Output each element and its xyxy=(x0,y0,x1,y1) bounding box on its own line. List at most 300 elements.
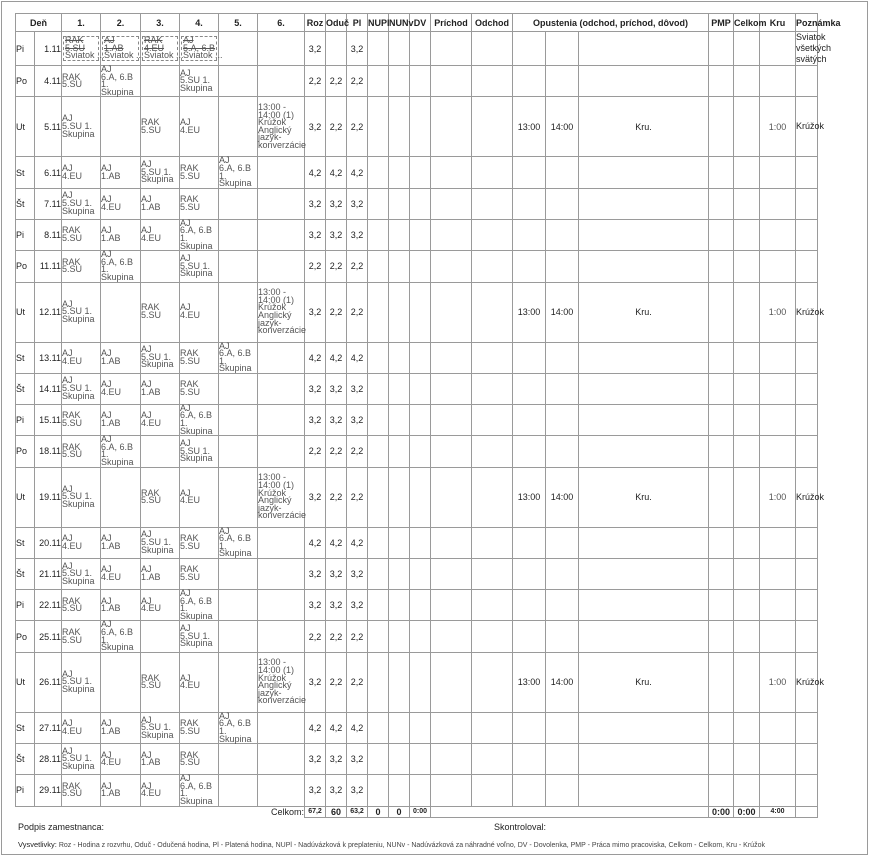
oduc-value: 3,2 xyxy=(326,373,347,404)
oduc-value: 2,2 xyxy=(326,66,347,97)
lesson-line: konverzácie xyxy=(258,325,307,336)
lesson-cell xyxy=(141,97,180,157)
celkom-value xyxy=(734,66,760,97)
lesson-cell xyxy=(219,621,258,652)
lesson-line: RAK xyxy=(141,672,160,683)
nupl-value xyxy=(368,621,389,652)
lesson-cell xyxy=(258,621,305,652)
lesson-line: AJ xyxy=(62,348,73,359)
odchod-value xyxy=(472,373,513,404)
pmp-value xyxy=(709,590,734,621)
lesson-line: 6.A, 6.B 1. xyxy=(101,256,134,275)
pmp-value xyxy=(709,652,734,712)
leave-reason: Kru. xyxy=(579,467,709,527)
pmp-value xyxy=(709,621,734,652)
day-name: Ut xyxy=(16,97,35,157)
lesson-line: 13:00 - xyxy=(258,102,287,113)
lesson-line: Skupina xyxy=(141,174,174,185)
odchod-value xyxy=(472,32,513,66)
lesson-line: 1.AB xyxy=(104,42,124,53)
lesson-cell xyxy=(101,188,141,219)
roz-value: 2,2 xyxy=(305,66,326,97)
lesson-cell xyxy=(219,744,258,775)
day-date: 11.11 xyxy=(35,251,62,282)
odchod-value xyxy=(472,775,513,806)
prichod-value xyxy=(431,251,472,282)
lesson-cell xyxy=(141,373,180,404)
lesson-line: 4.EU xyxy=(62,725,83,736)
leave-reason xyxy=(579,66,709,97)
lesson-line: RAK xyxy=(180,718,199,729)
day-name: Pi xyxy=(16,404,35,435)
leave-back xyxy=(546,590,579,621)
nunv-value xyxy=(389,744,410,775)
lesson-cell xyxy=(141,621,180,652)
leave-out xyxy=(513,404,546,435)
celkom-value xyxy=(734,652,760,712)
pmp-value xyxy=(709,97,734,157)
day-date: 21.11 xyxy=(35,559,62,590)
kru-value xyxy=(760,219,796,250)
total-dv: 0:00 xyxy=(410,806,431,817)
lesson-line: Skupina xyxy=(62,498,95,509)
lesson-cell xyxy=(62,282,101,342)
kru-value xyxy=(760,712,796,743)
oduc-value: 3,2 xyxy=(326,590,347,621)
leave-out xyxy=(513,157,546,188)
roz-value: 4,2 xyxy=(305,157,326,188)
leave-reason xyxy=(579,527,709,558)
lesson-line: 4.EU xyxy=(62,355,83,366)
nunv-value xyxy=(389,775,410,806)
lesson-cell xyxy=(141,590,180,621)
lesson-cell xyxy=(180,775,219,806)
nupl-value xyxy=(368,251,389,282)
col-odchod: Odchod xyxy=(472,14,513,32)
oduc-value: 2,2 xyxy=(326,621,347,652)
lesson-line: RAK xyxy=(180,564,199,575)
attendance-table xyxy=(15,13,870,818)
nupl-value xyxy=(368,652,389,712)
dv-value xyxy=(410,251,431,282)
lesson-line: jazyk- xyxy=(258,317,282,328)
table-row xyxy=(16,712,870,743)
nunv-value xyxy=(389,342,410,373)
lesson-line: AJ xyxy=(141,595,152,606)
leave-back xyxy=(546,66,579,97)
celkom-value xyxy=(734,282,760,342)
odchod-value xyxy=(472,251,513,282)
lesson-line: Skupina xyxy=(141,729,174,740)
prichod-value xyxy=(431,373,472,404)
lesson-cell xyxy=(180,436,219,467)
kru-value xyxy=(760,157,796,188)
day-name: St xyxy=(16,342,35,373)
note-value xyxy=(796,251,818,282)
celkom-value xyxy=(734,590,760,621)
lesson-cell xyxy=(101,282,141,342)
note-value xyxy=(796,342,818,373)
leave-reason xyxy=(579,251,709,282)
lesson-cell xyxy=(219,436,258,467)
lesson-cell xyxy=(141,744,180,775)
col-lesson-4: 4. xyxy=(180,14,219,32)
lesson-cell xyxy=(141,219,180,250)
lesson-cell xyxy=(180,404,219,435)
nunv-value xyxy=(389,188,410,219)
lesson-cell xyxy=(258,188,305,219)
lesson-cell xyxy=(101,744,141,775)
pl-value: 4,2 xyxy=(347,527,368,558)
col-lesson-6: 6. xyxy=(258,14,305,32)
dv-value xyxy=(410,219,431,250)
lesson-line: 4.EU xyxy=(180,680,201,691)
lesson-line: Skupina xyxy=(180,610,213,621)
dv-value xyxy=(410,744,431,775)
lesson-line: RAK xyxy=(62,256,81,267)
holiday-lesson xyxy=(142,35,184,61)
lesson-line: Skupina xyxy=(141,359,174,370)
prichod-value xyxy=(431,404,472,435)
lesson-line: 5.SU xyxy=(141,680,162,691)
lesson-line: AJ xyxy=(104,35,115,46)
celkom-value xyxy=(734,404,760,435)
leave-reason xyxy=(579,404,709,435)
day-name: Pi xyxy=(16,219,35,250)
lesson-line: AJ xyxy=(180,773,191,784)
lesson-cell xyxy=(62,373,101,404)
pl-value: 2,2 xyxy=(347,652,368,712)
pmp-value xyxy=(709,527,734,558)
leave-out xyxy=(513,621,546,652)
prichod-value xyxy=(431,621,472,652)
kru-value xyxy=(760,436,796,467)
lesson-line: RAK xyxy=(180,194,199,205)
lesson-cell xyxy=(219,527,258,558)
lesson-line: AJ xyxy=(101,595,112,606)
odchod-value xyxy=(472,712,513,743)
nupl-value xyxy=(368,527,389,558)
oduc-value: 4,2 xyxy=(326,527,347,558)
lesson-line: AJ xyxy=(141,194,152,205)
lesson-cell xyxy=(180,559,219,590)
lesson-line: AJ xyxy=(62,483,73,494)
day-name: Ut xyxy=(16,467,35,527)
lesson-cell xyxy=(141,157,180,188)
celkom-value xyxy=(734,744,760,775)
kru-value xyxy=(760,590,796,621)
leave-reason xyxy=(579,188,709,219)
lesson-line: RAK xyxy=(141,302,160,313)
day-date: 1.11 xyxy=(35,32,62,66)
lesson-cell xyxy=(101,559,141,590)
lesson-line: AJ xyxy=(62,190,73,201)
lesson-line: Krúžok xyxy=(258,117,287,128)
roz-value: 3,2 xyxy=(305,373,326,404)
dv-value xyxy=(410,66,431,97)
note-value: Sviatok všetkých svätých xyxy=(796,32,832,64)
dv-value xyxy=(410,527,431,558)
col-lesson-3: 3. xyxy=(141,14,180,32)
lesson-line: AJ xyxy=(101,619,112,630)
lesson-cell xyxy=(219,404,258,435)
kru-value xyxy=(760,744,796,775)
note-value xyxy=(796,404,818,435)
lesson-cell xyxy=(219,66,258,97)
lesson-cell xyxy=(62,97,101,157)
day-name: Pi xyxy=(16,775,35,806)
total-pmp: 0:00 xyxy=(709,806,734,817)
lesson-line: 5.SU xyxy=(141,310,162,320)
lesson-line: 4.EU xyxy=(180,310,201,320)
celkom-value xyxy=(734,467,760,527)
lesson-cell xyxy=(258,342,305,373)
leave-reason xyxy=(579,373,709,404)
lesson-line: AJ xyxy=(141,410,152,421)
leave-out xyxy=(513,188,546,219)
lesson-line: Skupina xyxy=(180,82,213,93)
odchod-value xyxy=(472,157,513,188)
lesson-cell xyxy=(141,32,184,66)
lesson-cell xyxy=(62,188,101,219)
pmp-value xyxy=(709,251,734,282)
legend-title: Vysvetlivky: xyxy=(18,840,57,849)
lesson-cell xyxy=(258,775,305,806)
odchod-value xyxy=(472,188,513,219)
day-name: Po xyxy=(16,436,35,467)
lesson-line: 5.SU xyxy=(62,264,83,275)
leave-out xyxy=(513,590,546,621)
header-row xyxy=(16,14,870,32)
roz-value: 3,2 xyxy=(305,97,326,157)
pl-value: 3,2 xyxy=(347,775,368,806)
dv-value xyxy=(410,436,431,467)
leave-reason: Kru. xyxy=(579,97,709,157)
pmp-value xyxy=(709,712,734,743)
lesson-line: 1.AB xyxy=(101,788,121,799)
roz-value: 3,2 xyxy=(305,404,326,435)
lesson-line: Sviatok ... xyxy=(65,50,105,61)
nunv-value xyxy=(389,373,410,404)
lesson-cell xyxy=(62,527,101,558)
oduc-value: 3,2 xyxy=(326,775,347,806)
lesson-line: 5.SU xyxy=(180,386,201,397)
lesson-cell xyxy=(258,712,305,743)
table-row xyxy=(16,775,870,806)
celkom-value xyxy=(734,188,760,219)
leave-out xyxy=(513,775,546,806)
lesson-cell xyxy=(180,282,219,342)
lesson-line: Skupina xyxy=(219,548,252,559)
lesson-cell xyxy=(180,712,219,743)
col-nunv: NUNv xyxy=(389,14,410,32)
pl-value: 3,2 xyxy=(347,404,368,435)
lesson-line: 5.SU xyxy=(180,540,201,551)
pl-value: 3,2 xyxy=(347,744,368,775)
note-value xyxy=(796,157,818,188)
holiday-lesson xyxy=(63,35,105,61)
celkom-value xyxy=(734,527,760,558)
oduc-value: 2,2 xyxy=(326,652,347,712)
nupl-value xyxy=(368,404,389,435)
pmp-value xyxy=(709,559,734,590)
lesson-line: AJ xyxy=(141,564,152,575)
lesson-cell xyxy=(62,32,105,66)
lesson-line: 6.A, 6.B 1. xyxy=(219,162,252,181)
lesson-line: 6.A, 6.B 1. xyxy=(219,533,252,551)
lesson-cell xyxy=(258,652,305,712)
lesson-line: Skupina xyxy=(219,178,252,189)
lesson-line: AJ xyxy=(219,155,230,166)
signature-label: Podpis zamestnanca: xyxy=(18,822,105,832)
lesson-line: 5.SU 1. xyxy=(62,568,93,579)
lesson-line: 1.AB xyxy=(101,418,121,429)
dv-value xyxy=(410,97,431,157)
lesson-cell xyxy=(101,66,141,97)
lesson-line: RAK xyxy=(180,533,199,544)
lesson-line: AJ xyxy=(62,162,73,173)
oduc-value: 4,2 xyxy=(326,342,347,373)
lesson-cell xyxy=(219,559,258,590)
total-leave-blank xyxy=(431,806,709,817)
col-poznamka: Poznámka xyxy=(796,14,818,32)
lesson-line: Sviatok ... xyxy=(183,50,223,61)
lesson-cell xyxy=(219,467,258,527)
oduc-value: 2,2 xyxy=(326,436,347,467)
table-row xyxy=(16,467,870,527)
lesson-line: AJ xyxy=(180,252,191,263)
total-pl: 63,2 xyxy=(347,806,368,817)
lesson-cell xyxy=(219,251,258,282)
leave-back xyxy=(546,436,579,467)
lesson-line: 5.SU 1. xyxy=(180,75,211,86)
lesson-line: 4.EU xyxy=(141,418,162,429)
leave-out: 13:00 xyxy=(513,467,546,527)
pmp-value xyxy=(709,744,734,775)
pl-value: 2,2 xyxy=(347,467,368,527)
lesson-cell xyxy=(141,404,180,435)
total-nupl: 0 xyxy=(368,806,389,817)
table-body xyxy=(16,32,870,807)
dv-value xyxy=(410,559,431,590)
day-name: St xyxy=(16,712,35,743)
lesson-line: AJ xyxy=(180,217,191,228)
pl-value: 2,2 xyxy=(347,66,368,97)
lesson-line: 1.AB xyxy=(101,232,121,243)
leave-back xyxy=(546,219,579,250)
prichod-value xyxy=(431,652,472,712)
kru-value: 1:00 xyxy=(760,97,796,157)
lesson-line: 5.A, 6.B xyxy=(183,42,216,53)
nunv-value xyxy=(389,219,410,250)
lesson-cell xyxy=(180,590,219,621)
leave-back xyxy=(546,559,579,590)
kru-value xyxy=(760,373,796,404)
lesson-line: 1.AB xyxy=(141,386,161,397)
table-row xyxy=(16,621,870,652)
lesson-line: 1.AB xyxy=(101,355,121,366)
lesson-line: 5.SU xyxy=(62,79,83,90)
lesson-line: AJ xyxy=(180,438,191,449)
lesson-line: Sviatok ... xyxy=(144,50,184,61)
prichod-value xyxy=(431,559,472,590)
lesson-cell xyxy=(62,342,101,373)
lesson-line: AJ xyxy=(101,162,112,173)
lesson-cell xyxy=(180,32,223,66)
leave-reason xyxy=(579,436,709,467)
nupl-value xyxy=(368,467,389,527)
kru-value xyxy=(760,342,796,373)
nunv-value xyxy=(389,97,410,157)
lesson-cell xyxy=(258,373,305,404)
lesson-line: 5.SU 1. xyxy=(180,630,211,641)
day-name: St xyxy=(16,527,35,558)
leave-back xyxy=(546,188,579,219)
lesson-cell xyxy=(180,66,219,97)
lesson-line: 5.SU 1. xyxy=(62,121,93,132)
lesson-cell xyxy=(258,282,305,342)
day-date: 14.11 xyxy=(35,373,62,404)
lesson-cell xyxy=(258,66,305,97)
total-roz: 67,2 xyxy=(305,806,326,817)
lesson-cell xyxy=(180,527,219,558)
lesson-line: 6.A, 6.B 1. xyxy=(180,595,213,614)
nunv-value xyxy=(389,282,410,342)
lesson-line: RAK xyxy=(180,749,199,760)
odchod-value xyxy=(472,744,513,775)
note-value: Krúžok xyxy=(796,467,818,527)
day-date: 26.11 xyxy=(35,652,62,712)
oduc-value: 2,2 xyxy=(326,251,347,282)
lesson-line: 4.EU xyxy=(141,603,162,614)
celkom-value xyxy=(734,219,760,250)
lesson-line: konverzácie xyxy=(258,695,307,706)
lesson-line: Skupina xyxy=(101,271,134,282)
day-name: Št xyxy=(16,373,35,404)
kru-value xyxy=(760,251,796,282)
lesson-line: 5.SU 1. xyxy=(62,383,93,394)
leave-back xyxy=(546,744,579,775)
pmp-value xyxy=(709,66,734,97)
lesson-cell xyxy=(62,467,101,527)
lesson-line: AJ xyxy=(101,780,112,791)
kru-value xyxy=(760,32,796,66)
kru-value: 1:00 xyxy=(760,282,796,342)
leave-out xyxy=(513,712,546,743)
table-row xyxy=(16,744,870,775)
lesson-line: 1.AB xyxy=(141,757,161,768)
table-row xyxy=(16,97,870,157)
lesson-line: konverzácie xyxy=(258,510,307,521)
leave-out xyxy=(513,436,546,467)
lesson-line: RAK xyxy=(62,410,81,421)
total-kru: 4:00 xyxy=(760,806,796,817)
pmp-value xyxy=(709,32,734,66)
lesson-line: AJ xyxy=(62,560,73,571)
lesson-line: RAK xyxy=(62,780,81,791)
lesson-line: 1.AB xyxy=(141,572,161,582)
day-date: 4.11 xyxy=(35,66,62,97)
roz-value: 2,2 xyxy=(305,251,326,282)
lesson-line: AJ xyxy=(219,340,230,351)
pl-value: 2,2 xyxy=(347,282,368,342)
pmp-value xyxy=(709,404,734,435)
lesson-line: 5.SU 1. xyxy=(62,306,93,317)
leave-back xyxy=(546,712,579,743)
note-value xyxy=(796,712,818,743)
lesson-line: 5.SU xyxy=(62,788,83,799)
lesson-line: AJ xyxy=(219,525,230,536)
